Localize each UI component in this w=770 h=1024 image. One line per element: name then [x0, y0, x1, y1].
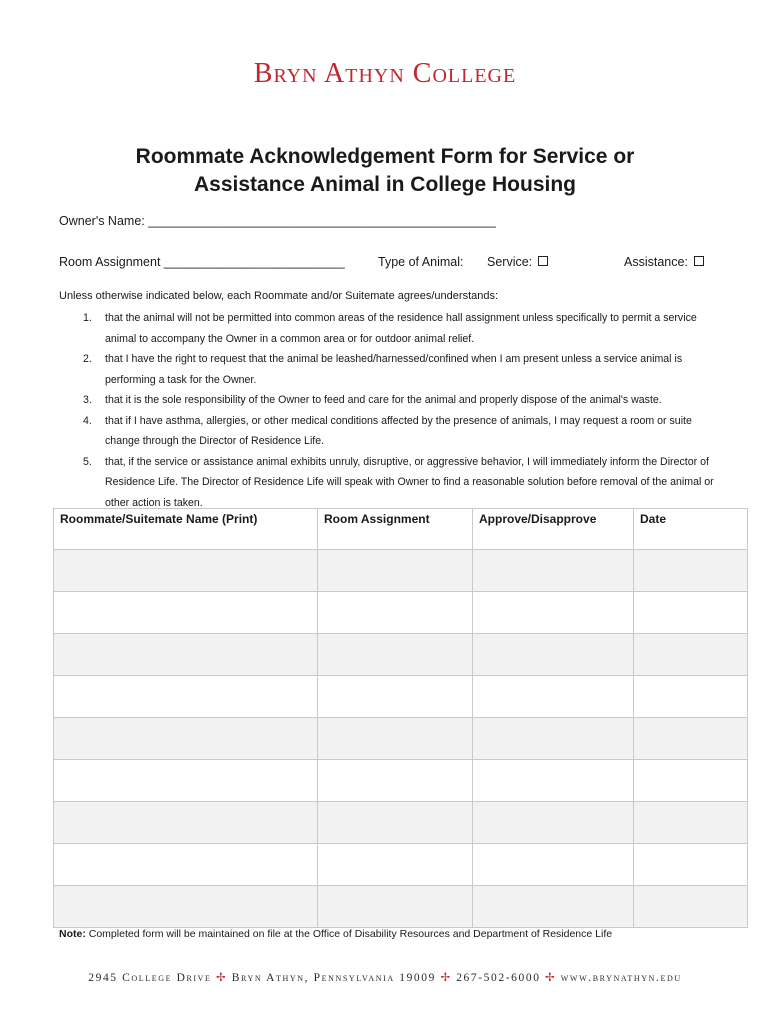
room-assignment-line[interactable]: __________________________ [163, 255, 345, 269]
terms-intro: Unless otherwise indicated below, each Roommate and/or Suitemate agrees/understands: [59, 290, 499, 302]
name-cell[interactable] [54, 634, 318, 676]
name-cell[interactable] [54, 760, 318, 802]
cross-icon: ✢ [216, 972, 228, 984]
term-item [59, 452, 719, 514]
term-text: that if I have asthma, allergies, or other medical conditions affected by the presence of animals, I may request a room or suite change through the Director of Residence Life. [105, 414, 692, 447]
terms-list [59, 308, 719, 513]
cross-icon: ✢ [440, 972, 452, 984]
date-cell[interactable] [634, 592, 748, 634]
room-cell[interactable] [318, 760, 473, 802]
footer-city: Bryn Athyn, Pennsylvania 19009 [231, 972, 436, 984]
name-cell[interactable] [54, 592, 318, 634]
room-cell[interactable] [318, 592, 473, 634]
approve-cell[interactable] [473, 550, 634, 592]
room-assignment-field[interactable] [59, 255, 345, 269]
service-option[interactable] [487, 255, 548, 269]
owner-name-field[interactable] [59, 214, 496, 228]
table-row [54, 802, 748, 844]
room-assignment-label: Room Assignment [59, 255, 164, 269]
term-number: 1. [83, 312, 92, 324]
term-item [59, 349, 719, 390]
date-cell[interactable] [634, 634, 748, 676]
term-number: 4. [83, 414, 92, 427]
footer-website[interactable]: www.brynathyn.edu [560, 972, 682, 984]
footer-address: 2945 College Drive [88, 972, 212, 984]
footnote [59, 928, 612, 940]
term-item [59, 308, 719, 349]
date-cell[interactable] [634, 760, 748, 802]
note-text: Completed form will be maintained on file at the Office of Disability Resources and Department of Residence Life [85, 928, 613, 940]
room-cell[interactable] [318, 634, 473, 676]
approve-cell[interactable] [473, 718, 634, 760]
term-number: 5. [83, 455, 92, 468]
approve-cell[interactable] [473, 844, 634, 886]
term-item [59, 390, 719, 411]
table-row [54, 886, 748, 928]
form-title-line-2: Assistance Animal in College Housing [194, 173, 576, 196]
table-row [54, 634, 748, 676]
column-header-approve: Approve/Disapprove [473, 509, 634, 550]
term-text: that the animal will not be permitted into common areas of the residence hall assignment unless specifically to permit a service animal to accompany the Owner in a common area or for outdoor animal relief. [105, 312, 697, 345]
signature-table [53, 508, 748, 928]
owner-name-line[interactable]: __________________________________________________ [148, 214, 496, 228]
owner-name-label: Owner's Name: [59, 214, 149, 228]
column-header-name: Roommate/Suitemate Name (Print) [54, 509, 318, 550]
term-number: 3. [83, 394, 92, 406]
form-title [60, 143, 710, 199]
name-cell[interactable] [54, 676, 318, 718]
term-text: that I have the right to request that the animal be leashed/harnessed/confined when I am present unless a service animal is performing a task for the Owner. [105, 353, 683, 386]
name-cell[interactable] [54, 550, 318, 592]
address-footer [0, 970, 770, 984]
term-text: that, if the service or assistance animal exhibits unruly, disruptive, or aggressive behavior, I will immediately inform the Director of Residence Life. The Director of Residence Life will speak with Owner to find a reasonable solution before removal of the animal or other action is taken. [105, 455, 714, 509]
name-cell[interactable] [54, 802, 318, 844]
room-cell[interactable] [318, 676, 473, 718]
approve-cell[interactable] [473, 592, 634, 634]
room-cell[interactable] [318, 886, 473, 928]
name-cell[interactable] [54, 886, 318, 928]
column-header-date: Date [634, 509, 748, 550]
date-cell[interactable] [634, 802, 748, 844]
service-checkbox[interactable] [538, 256, 548, 266]
date-cell[interactable] [634, 550, 748, 592]
date-cell[interactable] [634, 676, 748, 718]
date-cell[interactable] [634, 718, 748, 760]
name-cell[interactable] [54, 844, 318, 886]
approve-cell[interactable] [473, 886, 634, 928]
table-row [54, 550, 748, 592]
room-cell[interactable] [318, 718, 473, 760]
assistance-option[interactable] [624, 255, 704, 269]
approve-cell[interactable] [473, 634, 634, 676]
approve-cell[interactable] [473, 760, 634, 802]
term-number: 2. [83, 353, 92, 365]
column-header-room: Room Assignment [318, 509, 473, 550]
footer-phone: 267-502-6000 [456, 972, 541, 984]
table-row [54, 844, 748, 886]
approve-cell[interactable] [473, 676, 634, 718]
assistance-label: Assistance: [624, 255, 688, 269]
room-cell[interactable] [318, 802, 473, 844]
logo-text: Bryn Athyn College [253, 58, 517, 89]
room-cell[interactable] [318, 550, 473, 592]
form-title-line-1: Roommate Acknowledgement Form for Service or [135, 145, 635, 168]
term-text: that it is the sole responsibility of the Owner to feed and care for the animal and properly dispose of the animal's waste. [105, 394, 662, 406]
date-cell[interactable] [634, 844, 748, 886]
name-cell[interactable] [54, 718, 318, 760]
table-row [54, 676, 748, 718]
assistance-checkbox[interactable] [694, 256, 704, 266]
table-row [54, 718, 748, 760]
table-row [54, 592, 748, 634]
cross-icon: ✢ [545, 972, 557, 984]
term-item [59, 411, 719, 452]
date-cell[interactable] [634, 886, 748, 928]
room-cell[interactable] [318, 844, 473, 886]
college-logo [0, 58, 770, 90]
approve-cell[interactable] [473, 802, 634, 844]
table-row [54, 760, 748, 802]
table-header-row [54, 509, 748, 550]
note-label: Note: [59, 928, 86, 940]
service-label: Service: [487, 255, 533, 269]
type-of-animal-label: Type of Animal: [378, 255, 464, 269]
